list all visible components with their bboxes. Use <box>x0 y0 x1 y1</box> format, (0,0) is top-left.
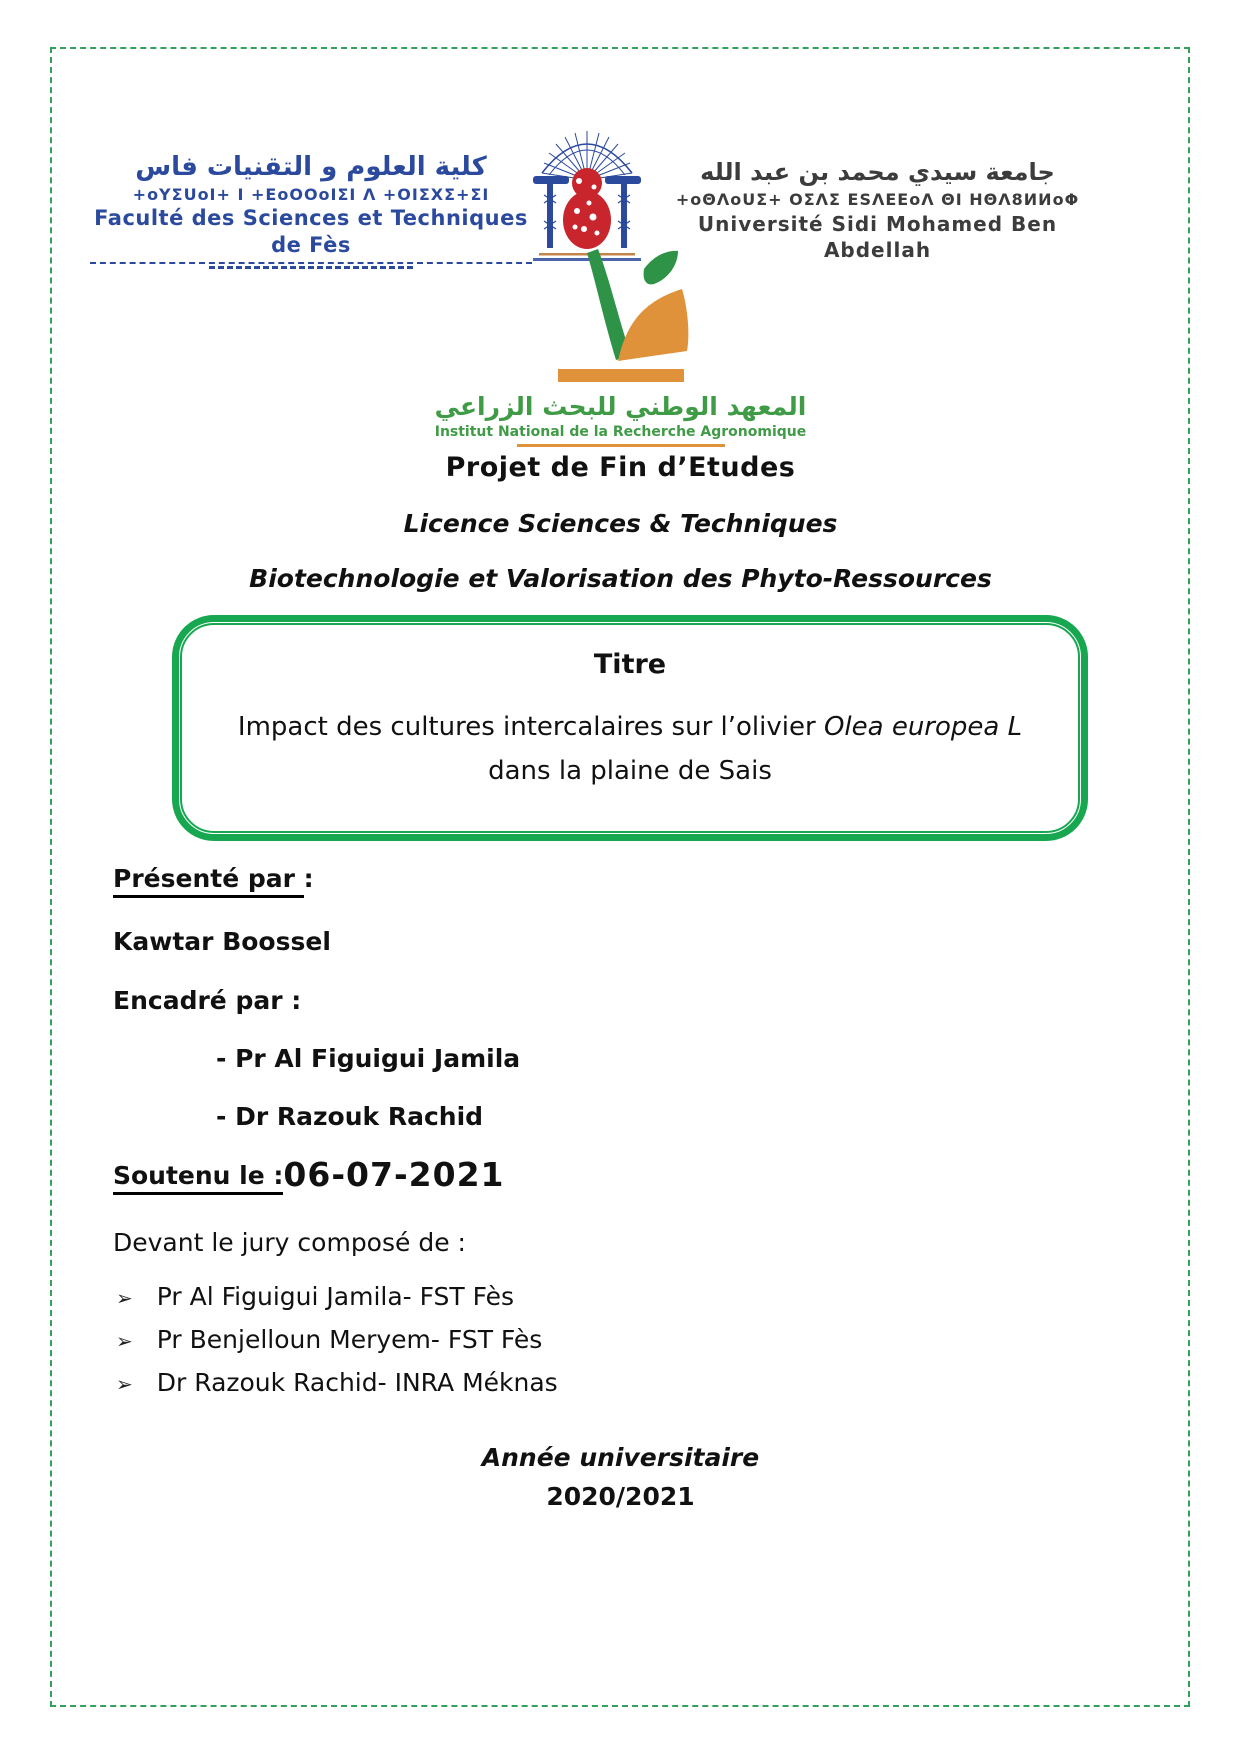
jury-intro: Devant le jury composé de : <box>113 1228 466 1257</box>
program-title: Biotechnologie et Valorisation des Phyto-Ressources <box>249 564 992 593</box>
presented-by-label: Présenté par <box>113 864 304 898</box>
inra-logo-icon <box>506 247 736 395</box>
usmba-tifinagh-title: +oΘΛoUΣ+ OΣΛΣ ESΛEEoΛ ΘI HΘΛ8ИИoΦ <box>675 190 1080 209</box>
jury-member-name: Pr Al Figuigui Jamila- FST Fès <box>156 1282 515 1311</box>
presented-by-row <box>113 864 314 893</box>
fst-arabic-title: كلية العلوم و التقنيات فاس <box>135 152 487 182</box>
academic-year-value: 2020/2021 <box>546 1482 695 1511</box>
thesis-title-line1 <box>182 712 1078 742</box>
defense-date-value: 06-07-2021 <box>283 1155 505 1194</box>
thesis-title-normal: Impact des cultures intercalaires sur l’olivier <box>237 712 824 742</box>
inra-logo <box>0 247 1241 447</box>
arrow-bullet-icon: ➢ <box>116 1372 133 1396</box>
inra-arabic-title: المعهد الوطني للبحث الزراعي <box>434 392 807 421</box>
presented-by-colon: : <box>303 864 314 893</box>
defense-date-label: Soutenu le : <box>113 1161 283 1195</box>
student-name: Kawtar Boossel <box>113 927 331 956</box>
usmba-arabic-title: جامعة سيدي محمد بن عبد الله <box>700 158 1055 186</box>
title-box <box>172 615 1088 841</box>
jury-member-row <box>116 1319 558 1362</box>
document-type-title: Projet de Fin d’Etudes <box>445 452 796 483</box>
jury-member-row <box>116 1276 558 1319</box>
academic-year-label: Année universitaire <box>481 1443 760 1472</box>
usmba-seal-icon <box>527 125 647 263</box>
defense-date-row <box>113 1155 505 1194</box>
thesis-title-species: Olea europea L <box>823 712 1023 742</box>
title-box-inner <box>180 623 1080 833</box>
supervised-by-label: Encadré par : <box>113 986 302 1015</box>
jury-member-name: Dr Razouk Rachid- INRA Méknas <box>156 1368 558 1397</box>
supervisor-item: - Dr Razouk Rachid <box>216 1102 484 1131</box>
usmba-french-title: Université Sidi Mohamed Ben Abdellah <box>697 212 1058 262</box>
title-heading: Titre <box>593 649 667 680</box>
supervisor-item: - Pr Al Figuigui Jamila <box>216 1044 521 1073</box>
inra-french-title: Institut National de la Recherche Agronomique <box>434 424 807 440</box>
inra-underline <box>517 444 725 447</box>
jury-member-row <box>116 1362 558 1405</box>
arrow-bullet-icon: ➢ <box>116 1329 133 1353</box>
thesis-title-line2: dans la plaine de Sais <box>488 756 772 786</box>
degree-title: Licence Sciences & Techniques <box>403 509 838 538</box>
fst-french-title: Faculté des Sciences et Techniques de Fès <box>94 206 528 257</box>
jury-list <box>116 1276 558 1405</box>
arrow-bullet-icon: ➢ <box>116 1286 133 1310</box>
jury-member-name: Pr Benjelloun Meryem- FST Fès <box>156 1325 543 1354</box>
fst-tifinagh-title: +oYΣUoI+ I +EoOOoIΣI Λ +OIΣXΣ+ΣI <box>132 185 490 204</box>
